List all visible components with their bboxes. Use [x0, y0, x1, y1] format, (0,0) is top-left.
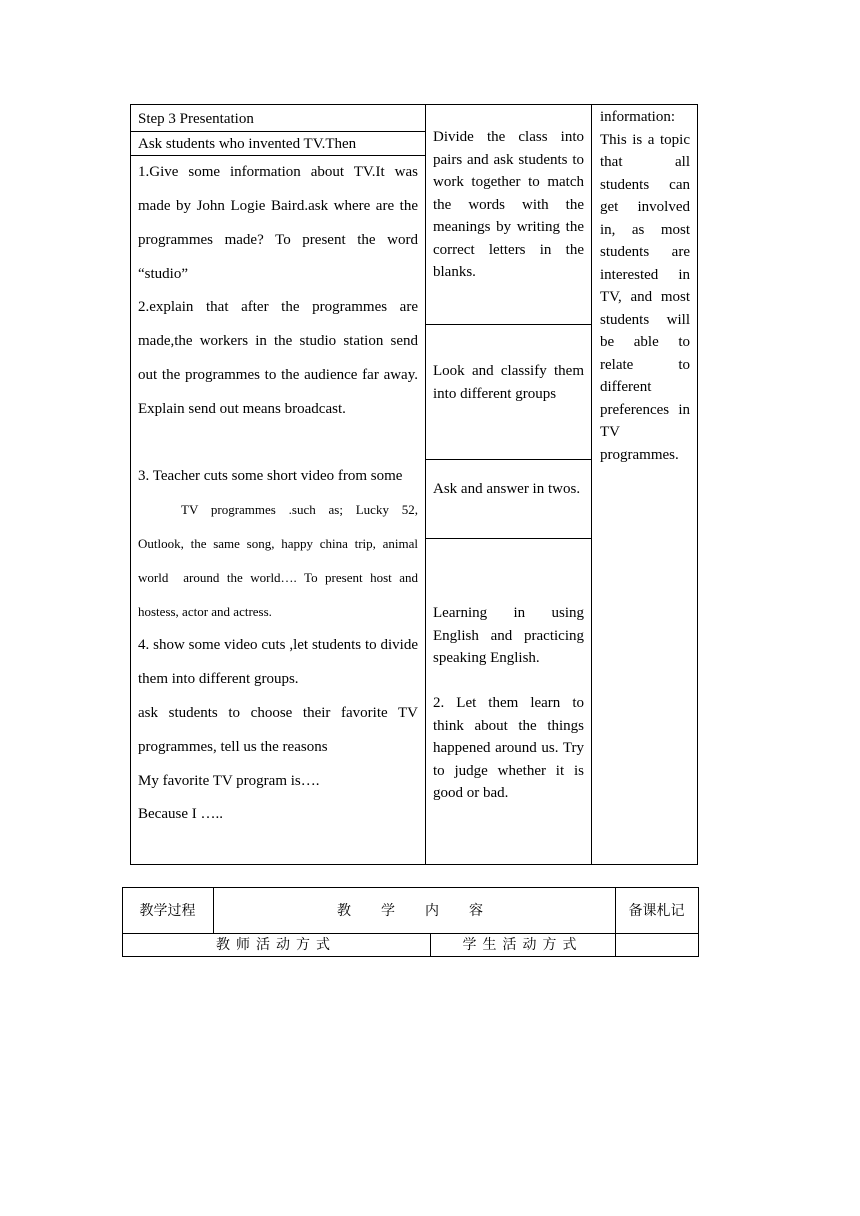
student-activity-classify: Look and classify them into different groups: [433, 363, 584, 402]
header-process: 教学过程: [139, 903, 196, 919]
student-mode-label: 学生活动方式: [462, 937, 583, 953]
teacher-sentence-frame-1: My favorite TV program is….: [138, 773, 320, 789]
teacher-mode-label: 教师活动方式: [216, 937, 336, 953]
teacher-step-1: 1.Give some information about TV.It was made by John Logie Baird.ask where are the programmes made? To present the word “studio”: [138, 164, 418, 282]
header-content: 教 学 内 容: [337, 903, 491, 919]
teacher-step-4: 4. show some video cuts ,let students to divide them into different groups.: [138, 637, 418, 687]
student-activity-match: Divide the class into pairs and ask students to work together to match the words with the meanings by writing the correct letters in the blanks.: [433, 129, 584, 280]
student-activity-think: 2. Let them learn to think about the things happened around us. Try to judge whether it is good or bad.: [433, 695, 584, 801]
student-activity-answer: Ask and answer in twos.: [433, 481, 581, 497]
teacher-step-3: 3. Teacher cuts some short video from some: [138, 468, 403, 484]
teacher-choose-favorite: ask students to choose their favorite TV programmes, tell us the reasons: [138, 705, 418, 755]
step-heading: Step 3 Presentation: [138, 111, 254, 127]
notes-text: information: This is a topic that all students can get involved in, as most students are interested in TV, and most students will be able to relate to different preferences in TV programmes.: [600, 109, 690, 463]
intro-line: Ask students who invented TV.Then: [138, 136, 357, 152]
header-notes: 备课札记: [628, 903, 685, 919]
teacher-step-2: 2.explain that after the programmes are made,the workers in the studio station send out the programmes to the audience far away. Explain send out means broadcast.: [138, 299, 418, 417]
student-activity-learning: Learning in using English and practicing speaking English.: [433, 605, 584, 666]
teacher-step-3-continued: TV programmes .such as; Lucky 52, Outlook, the same song, happy china trip, animal world around the world…. To present host and hostess, actor and actress.: [138, 502, 418, 619]
teacher-sentence-frame-2: Because I …..: [138, 806, 223, 822]
